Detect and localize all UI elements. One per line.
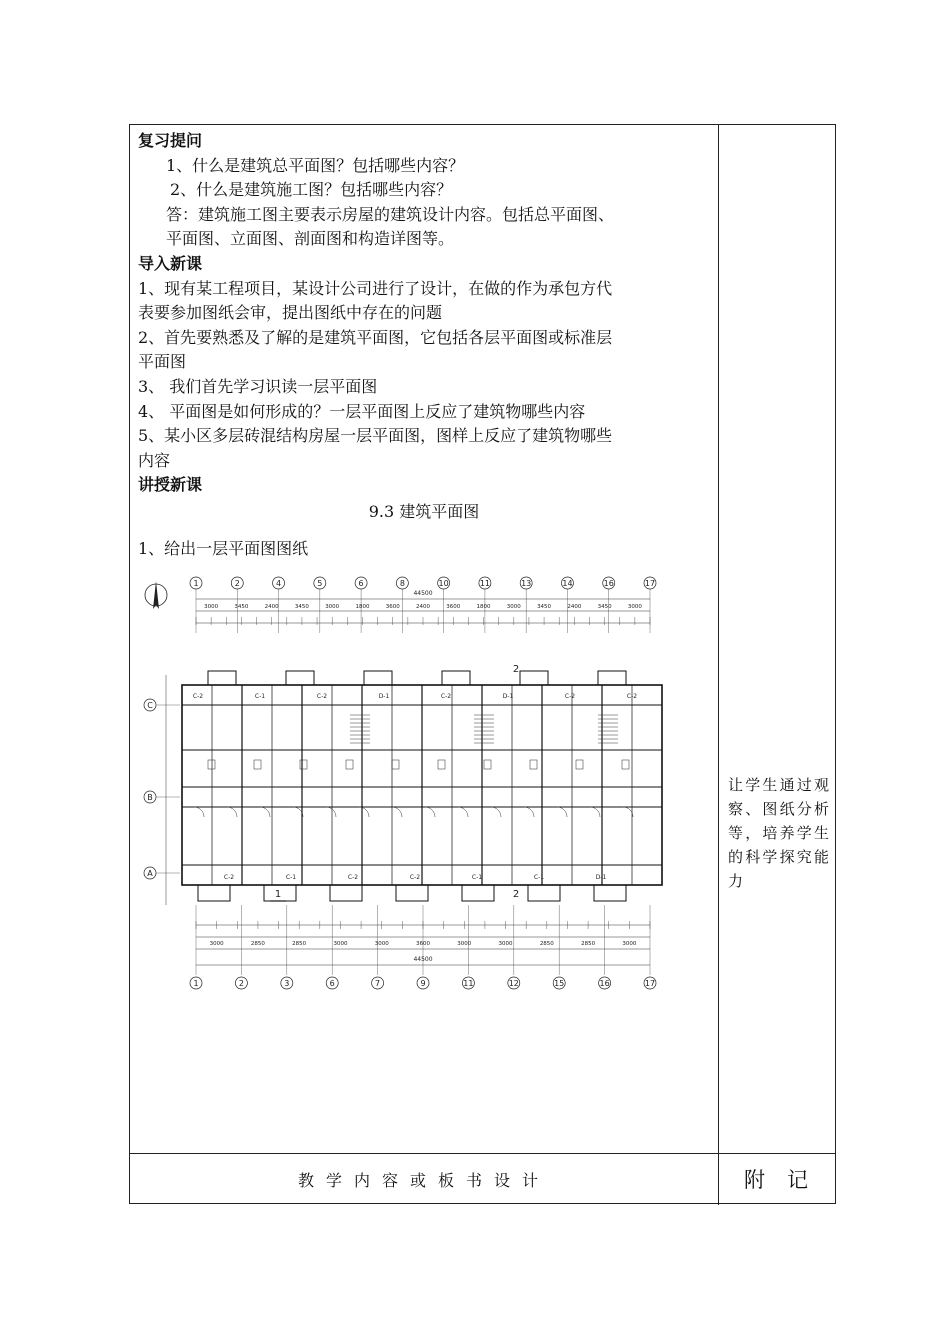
dimension-text: 3450 xyxy=(234,604,249,610)
axis-label: 14 xyxy=(562,579,573,588)
dimension-text: 3600 xyxy=(416,941,430,947)
door-arc xyxy=(392,807,402,817)
axis-label: 17 xyxy=(644,579,656,588)
north-arrow-icon xyxy=(153,581,159,609)
dimension-text: 3000 xyxy=(374,941,389,947)
dimension-text: 1800 xyxy=(355,604,370,610)
balcony xyxy=(198,885,230,901)
dimension-text: 3000 xyxy=(204,604,219,610)
door-arc xyxy=(491,807,501,817)
room-label: C-1 xyxy=(533,874,545,881)
fixture-icon xyxy=(208,760,215,769)
dimension-total: 44500 xyxy=(413,956,433,963)
axis-label: C xyxy=(147,701,153,710)
axis-label: 13 xyxy=(521,579,532,588)
lecture-subtitle: 9.3 建筑平面图 xyxy=(368,501,480,521)
question-2: 2、什么是建筑施工图？包括哪些内容？ xyxy=(170,180,453,200)
room-label: C-2 xyxy=(192,693,204,700)
fixture-icon xyxy=(438,760,445,769)
dimension-text: 1800 xyxy=(476,604,491,610)
footer-content-design: 教学内容或板书设计 xyxy=(297,1170,550,1190)
balcony xyxy=(364,671,392,685)
room-label: C-2 xyxy=(626,693,638,700)
door-arc xyxy=(425,807,435,817)
dimension-text: 2850 xyxy=(581,941,596,947)
heading-intro: 导入新课 xyxy=(138,253,203,273)
room-label: C-2 xyxy=(223,874,235,881)
room-label: C-2 xyxy=(347,874,359,881)
dimension-text: 3450 xyxy=(597,604,612,610)
axis-label: 2 xyxy=(234,579,240,588)
axis-label: 11 xyxy=(463,979,474,988)
fixture-icon xyxy=(300,760,307,769)
door-arc xyxy=(326,807,336,817)
answer-line-1: 答：建筑施工图主要表示房屋的建筑设计内容。包括总平面图、 xyxy=(166,204,615,224)
door-arc xyxy=(458,807,468,817)
intro-4: 4、 平面图是如何形成的？一层平面图上反应了建筑物哪些内容 xyxy=(138,401,586,421)
axis-label: 3 xyxy=(284,979,290,988)
balcony xyxy=(520,671,548,685)
main-content xyxy=(138,129,710,561)
fixture-icon xyxy=(254,760,261,769)
answer-line-2: 平面图、立面图、剖面图和构造详图等。 xyxy=(166,229,455,249)
balcony xyxy=(462,885,494,901)
dimension-text: 3000 xyxy=(209,941,224,947)
intro-5-line-1: 5、某小区多层砖混结构房屋一层平面图，图样上反应了建筑物哪些 xyxy=(138,426,613,446)
axis-label: 2 xyxy=(238,979,244,988)
dimension-text: 3450 xyxy=(537,604,552,610)
axis-label: 12 xyxy=(508,979,519,988)
balcony xyxy=(330,885,362,901)
room-label: C-1 xyxy=(471,874,483,881)
door-arc xyxy=(359,807,369,817)
intro-1-line-2: 表要参加图纸会审，提出图纸中存在的问题 xyxy=(138,303,443,323)
door-arc xyxy=(590,807,600,817)
balcony xyxy=(442,671,470,685)
door-arc xyxy=(194,807,204,817)
dimension-text: 2850 xyxy=(292,941,307,947)
room-label: C-2 xyxy=(316,693,328,700)
dimension-text: 3000 xyxy=(498,941,513,947)
side-note: 让学生通过观察、图纸分析等，培养学生的科学探究能力 xyxy=(728,776,830,890)
balcony xyxy=(598,671,626,685)
axis-label: 6 xyxy=(358,579,364,588)
room-label: C-2 xyxy=(440,693,452,700)
axis-label: 8 xyxy=(399,579,405,588)
fixture-icon xyxy=(576,760,583,769)
dimension-text: 3000 xyxy=(333,941,348,947)
section-mark: 2 xyxy=(512,664,520,675)
room-label: C-1 xyxy=(285,874,297,881)
balcony xyxy=(594,885,626,901)
dimension-text: 3000 xyxy=(622,941,637,947)
room-label: D-1 xyxy=(378,693,390,700)
column-divider xyxy=(718,125,719,1205)
axis-label: B xyxy=(147,793,153,802)
door-arc xyxy=(623,807,633,817)
question-1: 1、什么是建筑总平面图？包括哪些内容？ xyxy=(166,155,465,175)
axis-label: 16 xyxy=(599,979,610,988)
fixture-icon xyxy=(530,760,537,769)
dimension-text: 3450 xyxy=(294,604,309,610)
dimension-total: 44500 xyxy=(413,590,433,597)
axis-label: 1 xyxy=(193,979,199,988)
room-label: C-2 xyxy=(409,874,421,881)
section-mark: 2 xyxy=(512,889,520,900)
dimension-text: 3000 xyxy=(627,604,642,610)
intro-5-line-2: 内容 xyxy=(138,450,171,470)
axis-label: 16 xyxy=(603,579,614,588)
intro-3: 3、 我们首先学习识读一层平面图 xyxy=(138,376,378,396)
dimension-text: 2850 xyxy=(250,941,265,947)
dimension-text: 2400 xyxy=(416,604,430,610)
dimension-text: 3000 xyxy=(457,941,472,947)
door-arc xyxy=(524,807,534,817)
fixture-icon xyxy=(484,760,491,769)
intro-1-line-1: 1、现有某工程项目，某设计公司进行了设计，在做的作为承包方代 xyxy=(138,278,613,298)
dimension-text: 3000 xyxy=(506,604,521,610)
fixture-icon xyxy=(346,760,353,769)
axis-label: 17 xyxy=(644,979,656,988)
door-arc xyxy=(260,807,270,817)
axis-label: 1 xyxy=(193,579,199,588)
footer-remarks: 附记 xyxy=(744,1168,830,1192)
intro-2-line-1: 2、首先要熟悉及了解的是建筑平面图，它包括各层平面图或标准层 xyxy=(138,327,613,347)
axis-label: 11 xyxy=(479,579,491,588)
axis-label: A xyxy=(147,869,153,878)
balcony xyxy=(396,885,428,901)
lesson-table xyxy=(129,124,836,1204)
floor-plan-drawing xyxy=(138,575,710,1020)
heading-review: 复习提问 xyxy=(138,131,203,150)
balcony xyxy=(528,885,560,901)
fixture-icon xyxy=(392,760,399,769)
room-label: D-1 xyxy=(595,874,607,881)
axis-label: 10 xyxy=(438,579,449,588)
intro-2-line-2: 平面图 xyxy=(138,352,187,372)
balcony xyxy=(208,671,236,685)
dimension-text: 2400 xyxy=(264,604,279,610)
dimension-text: 3600 xyxy=(385,604,400,610)
section-mark: 1 xyxy=(274,889,282,900)
room-label: C-2 xyxy=(564,693,576,700)
axis-label: 5 xyxy=(317,579,323,588)
balcony xyxy=(286,671,314,685)
room-label: D-1 xyxy=(502,693,514,700)
axis-label: 4 xyxy=(275,579,282,588)
dimension-text: 2850 xyxy=(539,941,554,947)
axis-label: 7 xyxy=(375,979,381,988)
dimension-text: 2400 xyxy=(567,604,582,610)
axis-label: 9 xyxy=(420,979,426,988)
axis-label: 15 xyxy=(554,979,565,988)
door-arc xyxy=(227,807,237,817)
step-1: 1、给出一层平面图图纸 xyxy=(138,538,309,558)
dimension-text: 3600 xyxy=(446,604,461,610)
fixture-icon xyxy=(622,760,629,769)
heading-lecture: 讲授新课 xyxy=(138,475,203,495)
dimension-text: 3000 xyxy=(325,604,340,610)
room-label: C-1 xyxy=(254,693,266,700)
door-arc xyxy=(557,807,567,817)
axis-label: 6 xyxy=(329,979,335,988)
